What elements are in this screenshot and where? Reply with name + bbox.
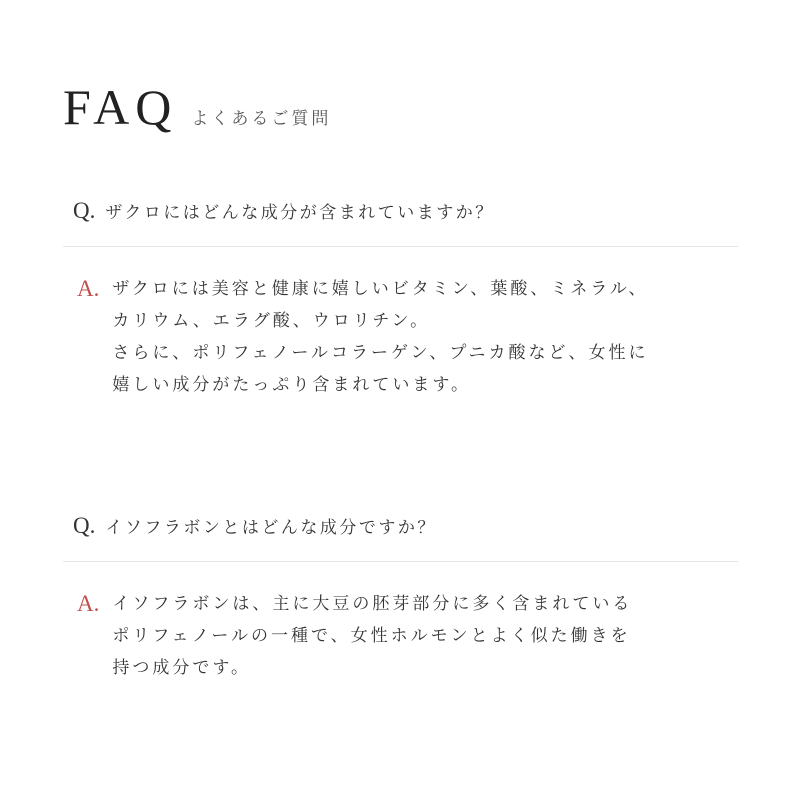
divider [63, 561, 738, 562]
page-subtitle: よくあるご質問 [191, 109, 332, 129]
answer-mark-label: A. [77, 276, 100, 301]
question-mark-label: Q. [73, 198, 96, 223]
answer-line: ザクロには美容と健康に嬉しいビタミン、葉酸、ミネラル、 [112, 279, 649, 299]
answer-line: さらに、ポリフェノールコラーゲン、プニカ酸など、女性に [112, 343, 649, 363]
faq-header [63, 79, 332, 135]
faq-answer [63, 588, 738, 684]
answer-line: イソフラボンは、主に大豆の胚芽部分に多く含まれている [112, 594, 633, 614]
answer-line: 嬉しい成分がたっぷり含まれています。 [112, 375, 472, 395]
question-mark-label: Q. [73, 513, 96, 538]
faq-item [63, 513, 738, 684]
faq-question [63, 198, 738, 232]
answer-text [112, 273, 648, 401]
answer-mark-label: A. [77, 591, 100, 616]
page-title: FAQ [63, 79, 178, 135]
faq-answer [63, 273, 738, 401]
answer-line: 持つ成分です。 [112, 658, 252, 678]
answer-text [112, 588, 632, 684]
faq-item [63, 198, 738, 401]
answer-line: ポリフェノールの一種で、女性ホルモンとよく似た働きを [112, 626, 631, 646]
question-text: イソフラボンとはどんな成分ですか？ [105, 518, 437, 538]
faq-question [63, 513, 738, 547]
answer-line: カリウム、エラグ酸、ウロリチン。 [112, 311, 431, 331]
question-text: ザクロにはどんな成分が含まれていますか？ [105, 203, 495, 223]
divider [63, 246, 738, 247]
